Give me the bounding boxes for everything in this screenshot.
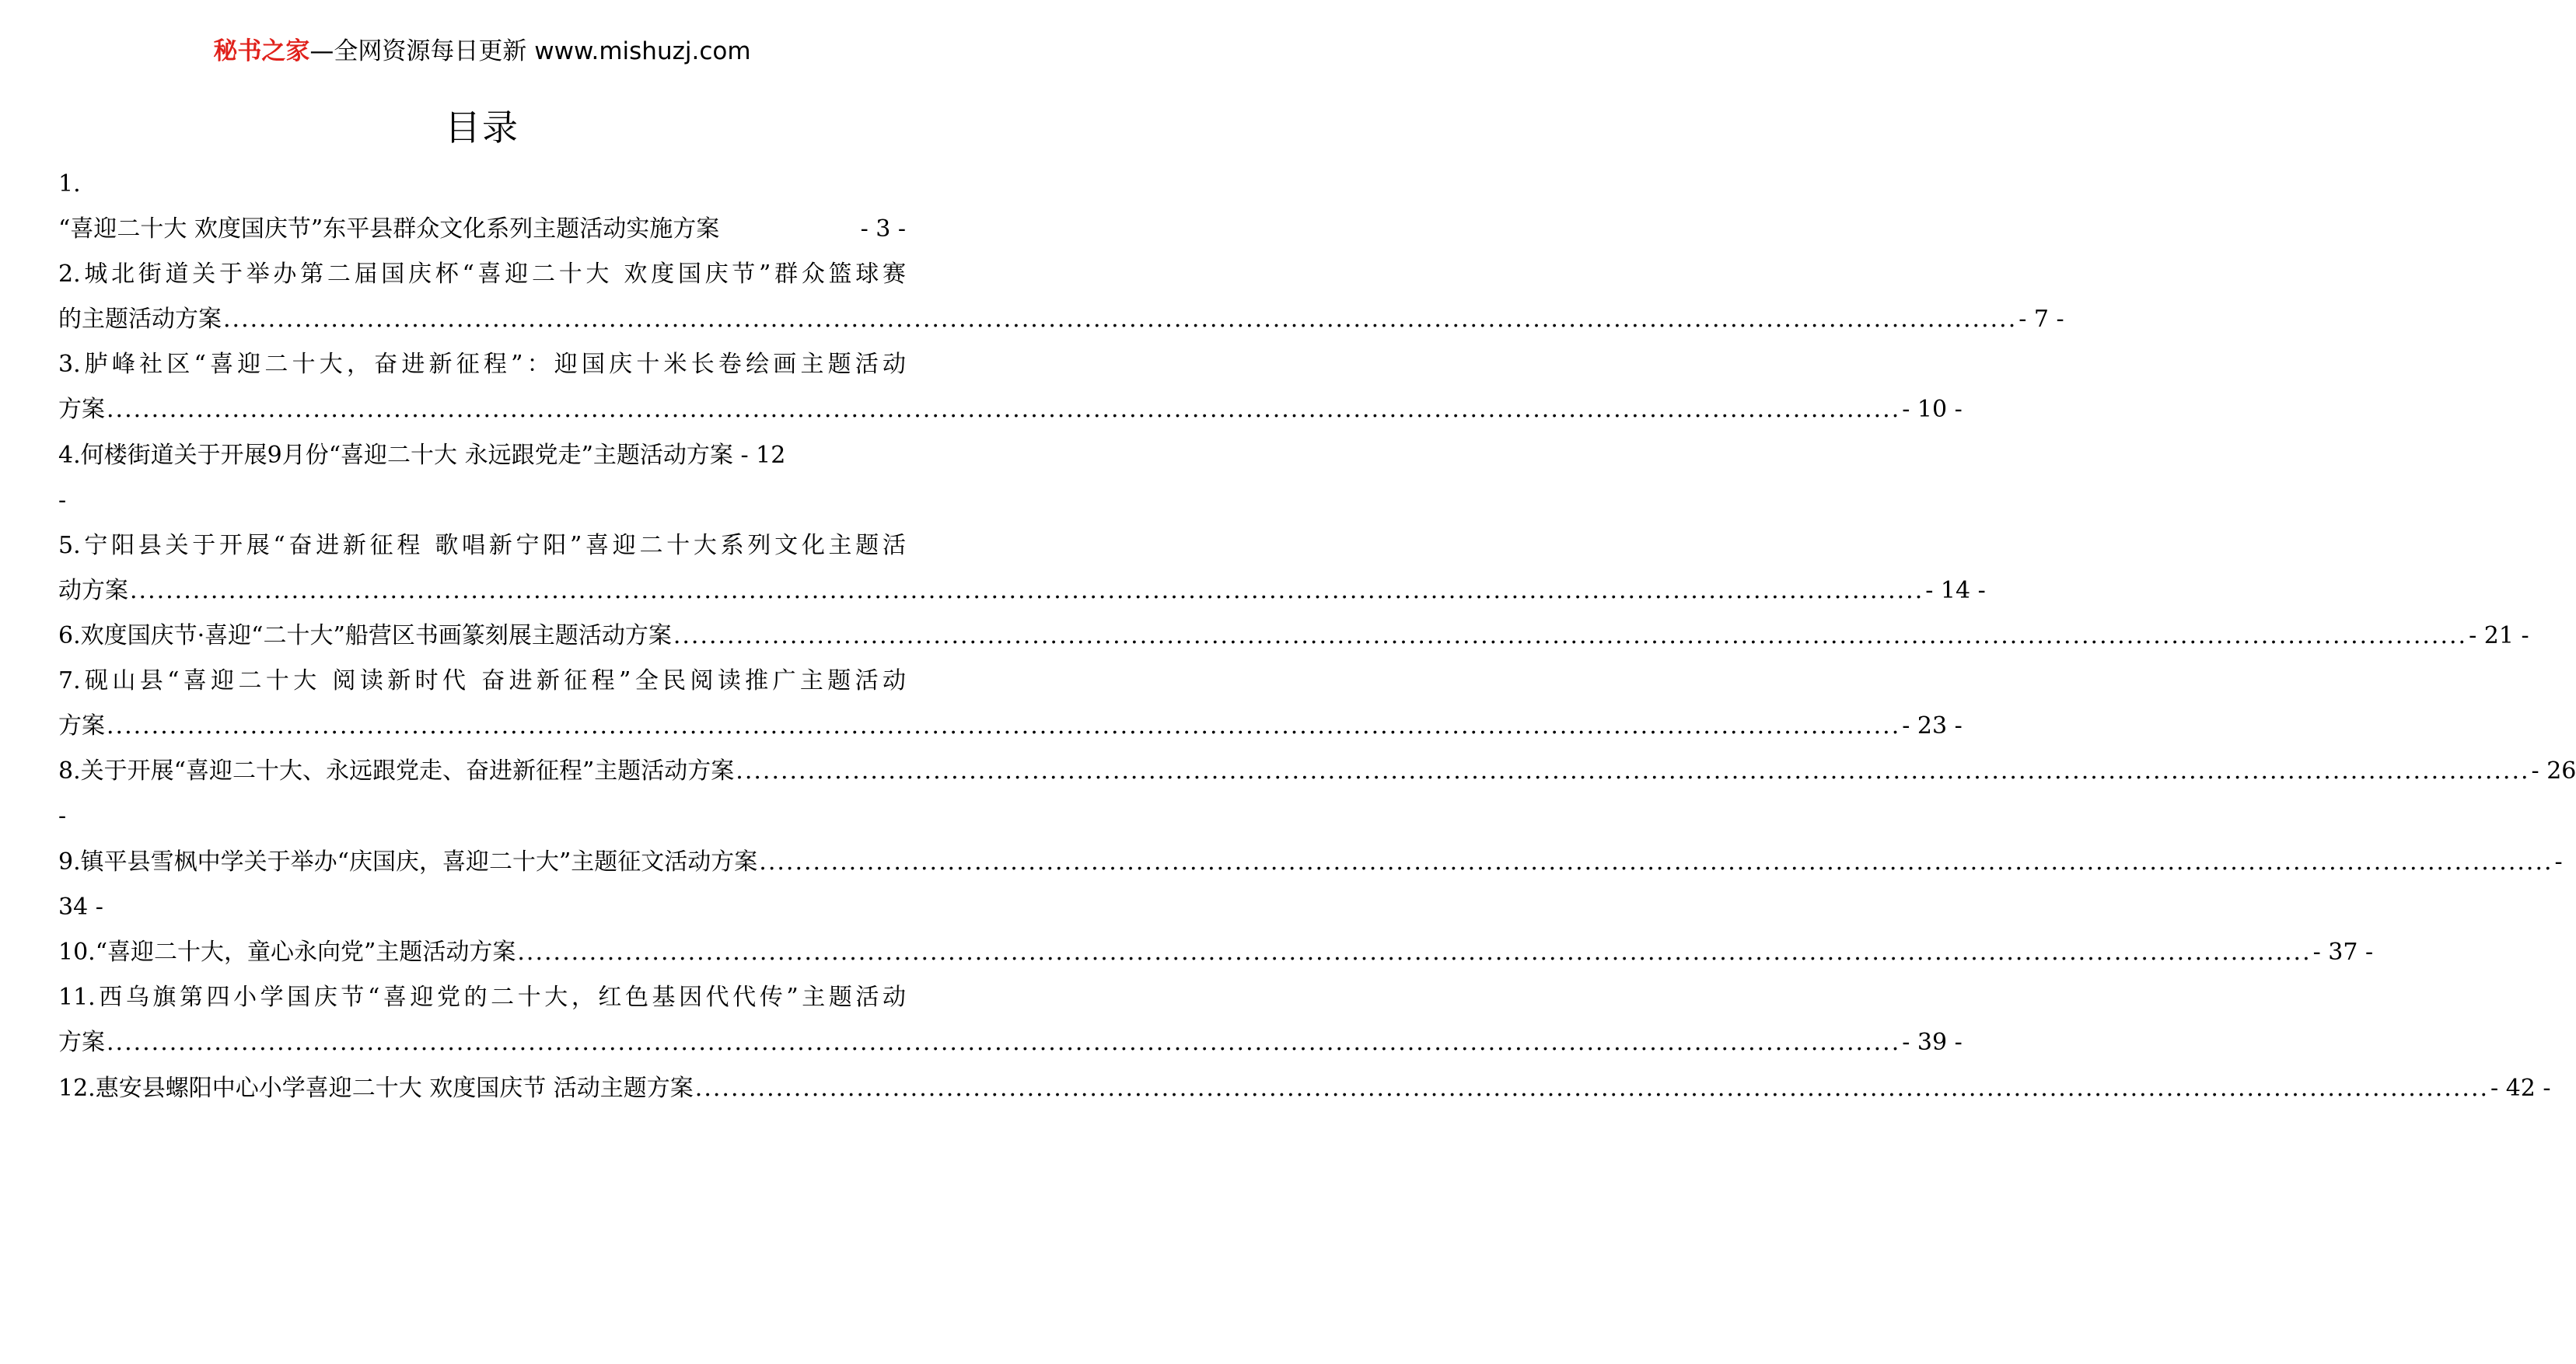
leader-dots	[721, 209, 858, 250]
header-tagline: —全网资源每日更新 www.mishuzj.com	[309, 37, 751, 65]
toc-page-number: - 7 -	[2019, 306, 2064, 333]
leader-dots: ........................................................................................................................................................................................................	[107, 712, 1901, 740]
page-title: 目录	[445, 107, 519, 149]
toc-entry-title: 12.惠安县螺阳中心小学喜迎二十大 欢度国庆节 活动主题方案	[58, 1075, 694, 1102]
toc-line: 34 -	[58, 894, 103, 921]
toc-entry-title: 6.欢度国庆节·喜迎“二十大”船营区书画篆刻展主题活动方案	[58, 622, 672, 649]
toc-entry-title: 方案	[58, 396, 105, 423]
toc-line: -	[58, 487, 67, 514]
toc-entry-title: 方案	[58, 1029, 105, 1056]
toc-entry[interactable]	[58, 1068, 2551, 1109]
toc-entry[interactable]	[58, 706, 1963, 747]
toc-line[interactable]: 2.城北街道关于举办第二届国庆杯“喜迎二十大 欢度国庆节”群众篮球赛	[58, 261, 906, 288]
leader-dots: ........................................................................................................................................................................................................	[736, 757, 2530, 785]
toc-entry[interactable]	[58, 751, 2576, 792]
leader-dots: ........................................................................................................................................................................................................	[130, 577, 1924, 604]
toc-page-number: - 14 -	[1925, 577, 1986, 604]
toc-entry-title: “喜迎二十大 欢度国庆节”东平县群众文化系列主题活动实施方案	[58, 215, 720, 243]
toc-entry[interactable]	[58, 1023, 1963, 1063]
toc-entry[interactable]	[58, 571, 1986, 611]
leader-dots: ........................................................................................................................................................................................................	[517, 939, 2312, 966]
toc-line[interactable]: 3.胪峰社区“喜迎二十大，奋进新征程”：迎国庆十米长卷绘画主题活动	[58, 351, 906, 378]
toc-entry[interactable]	[58, 932, 2374, 973]
toc-entry[interactable]	[58, 842, 2563, 883]
toc-entry-title: 10.“喜迎二十大，童心永向党”主题活动方案	[58, 939, 516, 966]
toc-line[interactable]: 7.砚山县“喜迎二十大 阅读新时代 奋进新征程”全民阅读推广主题活动	[58, 667, 906, 694]
leader-dots: ........................................................................................................................................................................................................	[223, 306, 2018, 333]
toc-page-number: -	[2554, 848, 2563, 876]
leader-dots: ........................................................................................................................................................................................................	[107, 396, 1901, 423]
toc-entry-title: 8.关于开展“喜迎二十大、永远跟党走、奋进新征程”主题活动方案	[58, 757, 735, 785]
toc-entry-title: 的主题活动方案	[58, 306, 222, 333]
toc-entry[interactable]	[58, 390, 1963, 430]
toc-entry[interactable]	[58, 209, 906, 250]
toc-entry-title: 动方案	[58, 577, 128, 604]
toc-page-number: - 10 -	[1902, 396, 1963, 423]
toc-line[interactable]: 4.何楼街道关于开展9月份“喜迎二十大 永远跟党走”主题活动方案 - 12	[58, 442, 786, 469]
toc-page-number: - 23 -	[1902, 712, 1963, 740]
leader-dots: ........................................................................................................................................................................................................	[673, 622, 2468, 649]
leader-dots: ........................................................................................................................................................................................................	[694, 1075, 2490, 1102]
toc-entry[interactable]	[58, 299, 2064, 340]
toc-entry-title: 9.镇平县雪枫中学关于举办“庆国庆，喜迎二十大”主题征文活动方案	[58, 848, 758, 876]
toc-entry[interactable]	[58, 616, 2529, 656]
toc-line[interactable]: 5.宁阳县关于开展“奋进新征程 歌唱新宁阳”喜迎二十大系列文化主题活	[58, 532, 906, 559]
toc-line: 1.	[58, 170, 81, 198]
toc-page-number: - 21 -	[2469, 622, 2529, 649]
toc-page-number: - 37 -	[2312, 939, 2374, 966]
leader-dots: ........................................................................................................................................................................................................	[107, 1029, 1901, 1056]
toc-entry-title: 方案	[58, 712, 105, 740]
toc-page-number: - 26	[2531, 757, 2576, 785]
toc-page-number: - 3 -	[860, 215, 906, 243]
leader-dots: ........................................................................................................................................................................................................	[759, 848, 2553, 876]
toc-line: -	[58, 803, 67, 830]
toc-page-number: - 39 -	[1902, 1029, 1963, 1056]
toc-line[interactable]: 11.西乌旗第四小学国庆节“喜迎党的二十大，红色基因代代传”主题活动	[58, 984, 906, 1011]
brand-name: 秘书之家	[213, 37, 310, 65]
toc-page-number: - 42 -	[2490, 1075, 2551, 1102]
